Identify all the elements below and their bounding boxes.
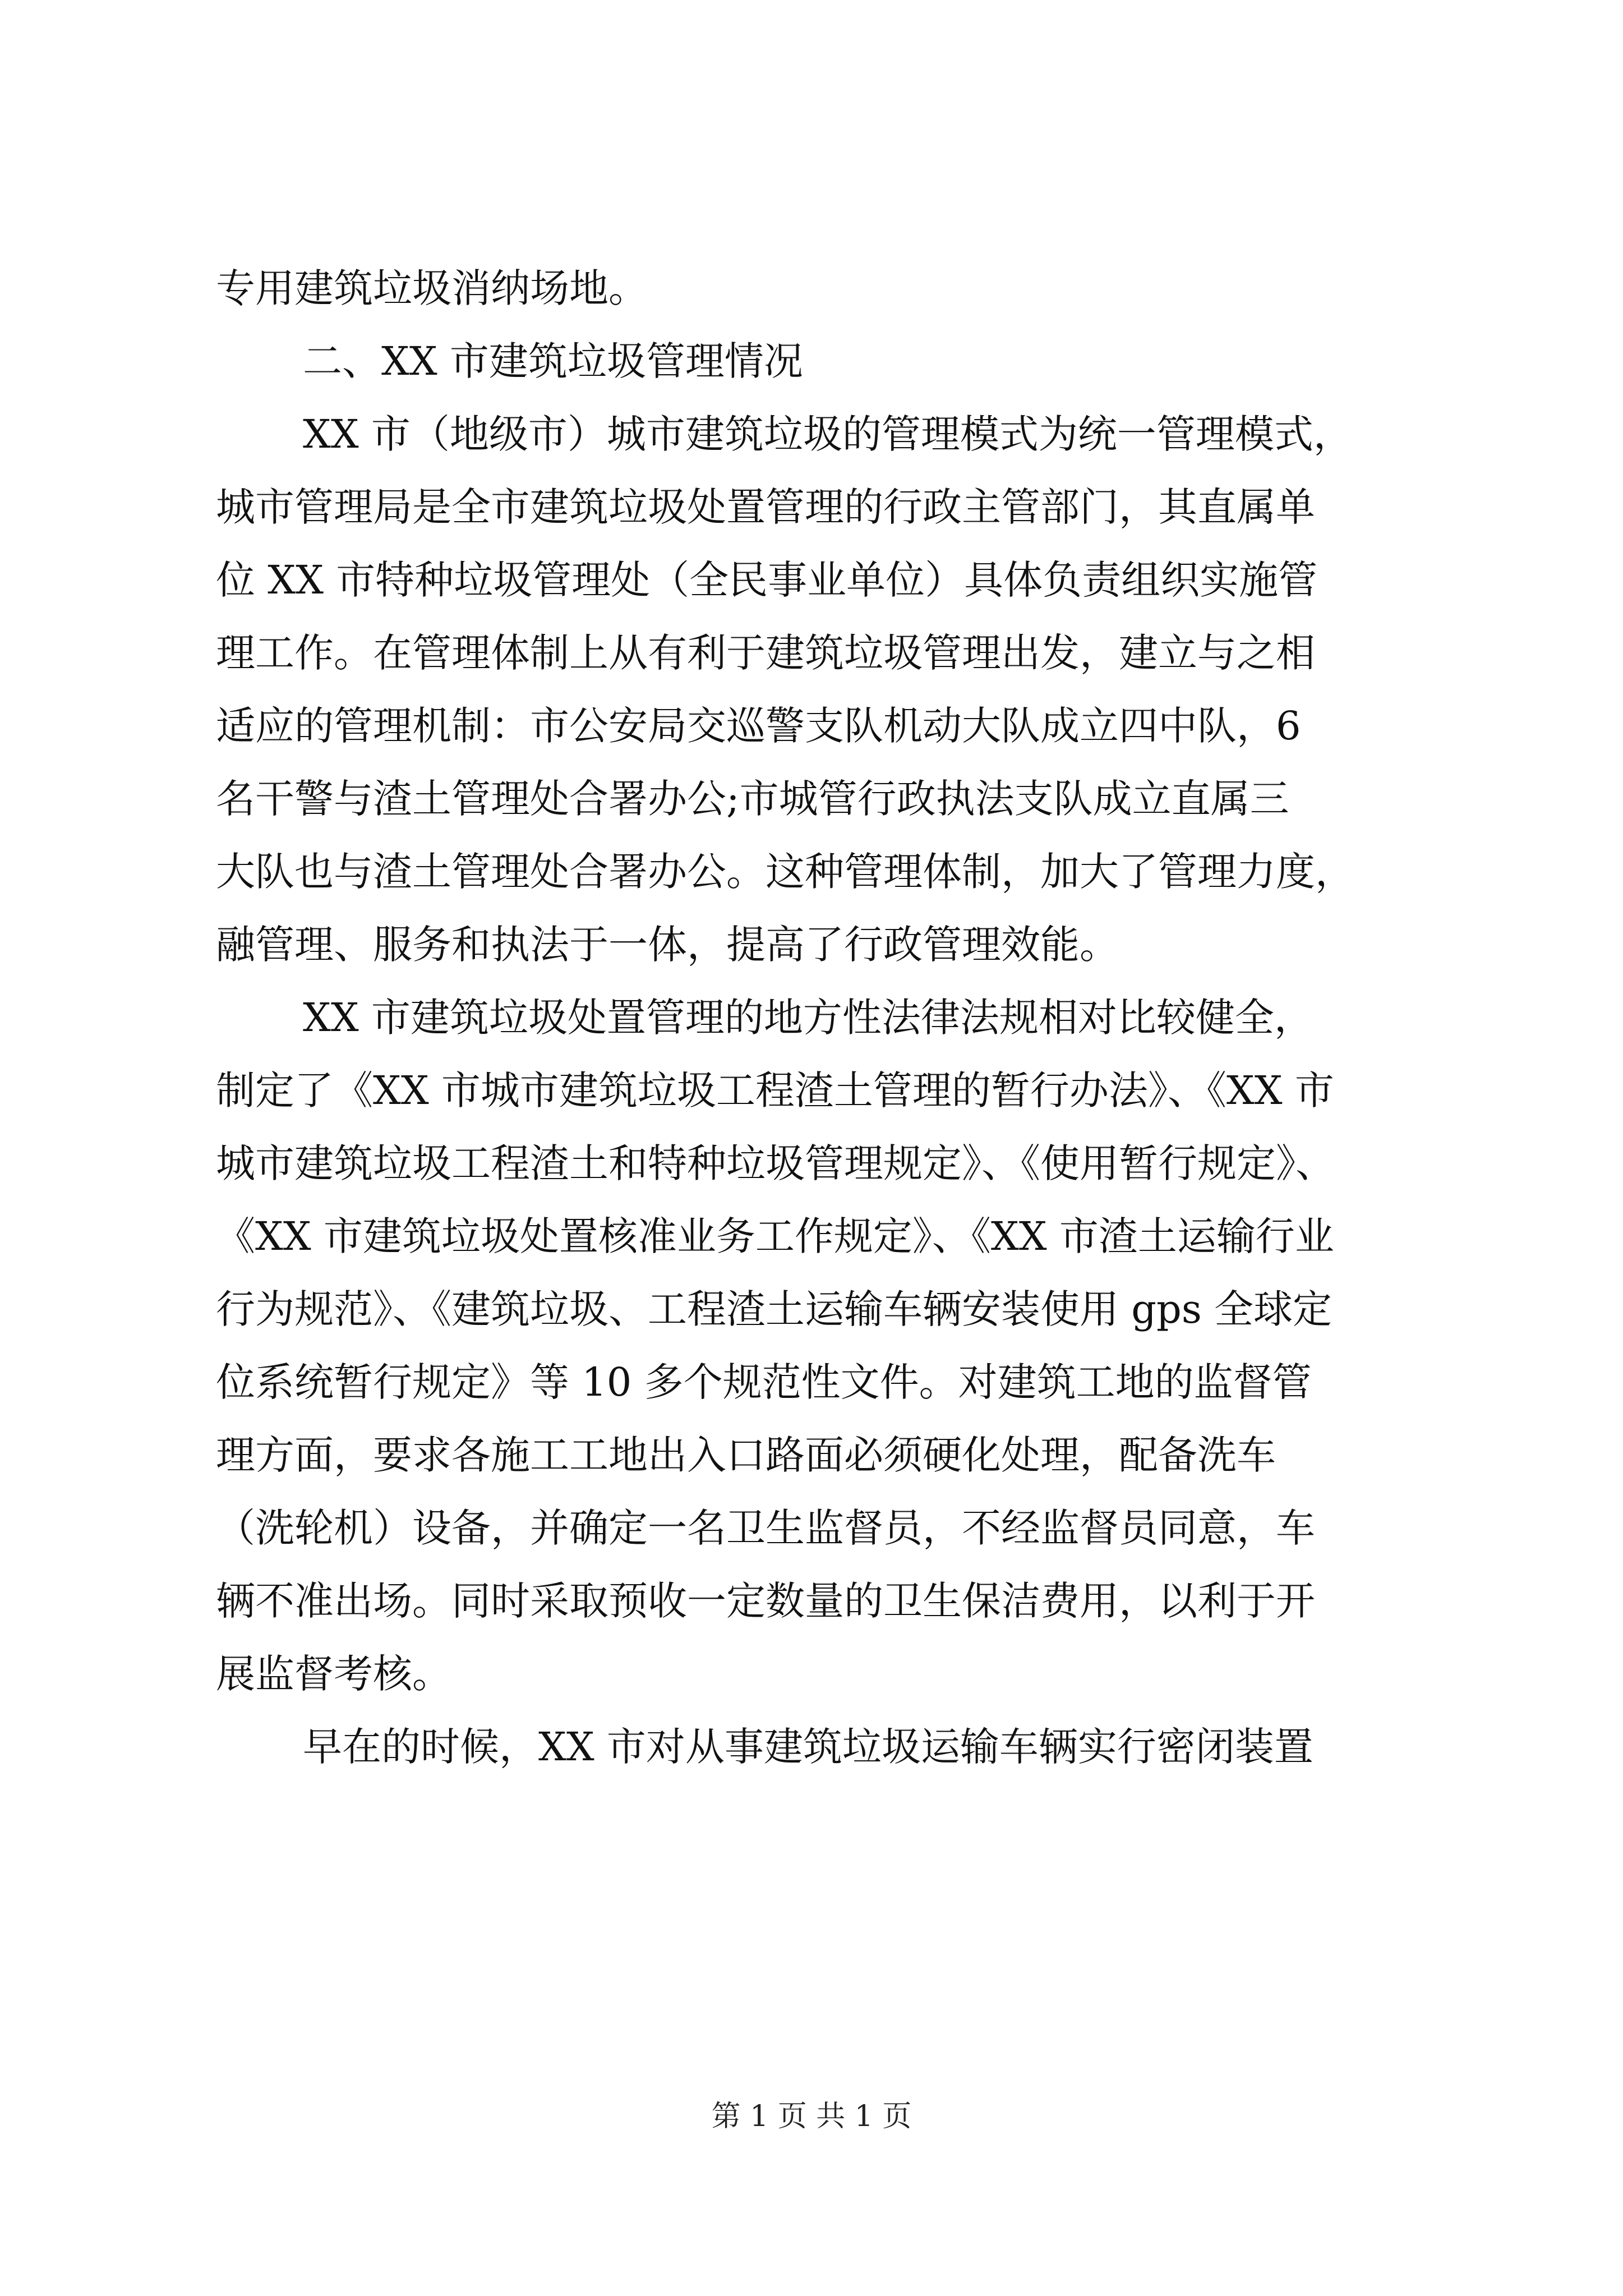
- text-line: 理工作。在管理体制上从有利于建筑垃圾管理出发，建立与之相: [216, 630, 1315, 676]
- text-line: 位系统暂行规定》等 10 多个规范性文件。对建筑工地的监督管: [216, 1359, 1312, 1405]
- text-line: 展监督考核。: [216, 1651, 451, 1697]
- text-line: 大队也与渣土管理处合署办公。这种管理体制，加大了管理力度，: [216, 849, 1354, 895]
- text-line: 早在的时候，XX 市对从事建筑垃圾运输车辆实行密闭装置: [303, 1724, 1313, 1770]
- text-line: 名干警与渣土管理处合署办公;市城管行政执法支队成立直属三: [216, 776, 1289, 822]
- text-line: 融管理、服务和执法于一体，提高了行政管理效能。: [216, 922, 1119, 968]
- text-line: 《XX 市建筑垃圾处置核准业务工作规定》、《XX 市渣土运输行业: [216, 1213, 1334, 1259]
- page-number-footer: 第 1 页 共 1 页: [711, 2100, 912, 2133]
- text-line: 辆不准出场。同时采取预收一定数量的卫生保洁费用，以利于开: [216, 1578, 1315, 1624]
- section-heading: 二、XX 市建筑垃圾管理情况: [303, 338, 803, 384]
- text-line: （洗轮机）设备，并确定一名卫生监督员，不经监督员同意，车: [216, 1505, 1315, 1551]
- text-line: 专用建筑垃圾消纳场地。: [216, 265, 648, 311]
- text-line: 位 XX 市特种垃圾管理处（全民事业单位）具体负责组织实施管: [216, 557, 1318, 603]
- text-line: XX 市建筑垃圾处置管理的地方性法律法规相对比较健全，: [303, 995, 1313, 1041]
- text-line: 城市建筑垃圾工程渣土和特种垃圾管理规定》、《使用暂行规定》、: [216, 1140, 1335, 1186]
- text-line: 制定了《XX 市城市建筑垃圾工程渣土管理的暂行办法》、《XX 市: [216, 1068, 1334, 1114]
- text-line: 理方面，要求各施工工地出入口路面必须硬化处理，配备洗车: [216, 1432, 1276, 1478]
- text-line: 行为规范》、《建筑垃圾、工程渣土运输车辆安装使用 gps 全球定: [216, 1286, 1332, 1332]
- text-line: 城市管理局是全市建筑垃圾处置管理的行政主管部门，其直属单: [216, 484, 1315, 530]
- text-line: 适应的管理机制：市公安局交巡警支队机动大队成立四中队，6: [216, 703, 1301, 749]
- text-line: XX 市（地级市）城市建筑垃圾的管理模式为统一管理模式，: [303, 411, 1353, 457]
